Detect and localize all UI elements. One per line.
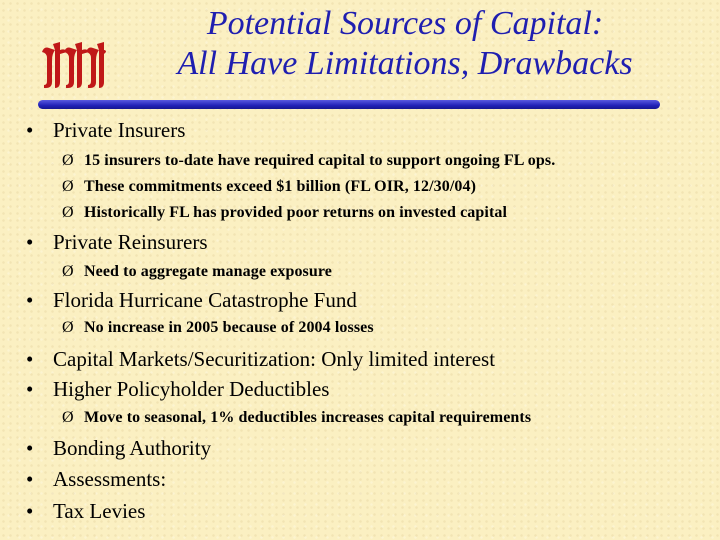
bullet-text: Higher Policyholder Deductibles	[53, 377, 330, 401]
bullet-text: Capital Markets/Securitization: Only limited interest	[53, 347, 496, 371]
bullet-item	[26, 347, 495, 371]
bullet-icon: •	[26, 230, 34, 254]
bullet-icon: •	[26, 347, 34, 371]
bullet-text: Bonding Authority	[53, 436, 212, 460]
bullet-icon: •	[26, 499, 34, 523]
arrow-bullet-icon: Ø	[62, 152, 74, 169]
arrow-bullet-icon: Ø	[62, 263, 74, 280]
sub-bullet-text: 15 insurers to-date have required capital to support ongoing FL ops.	[84, 152, 556, 169]
sub-bullet-item	[62, 408, 531, 428]
sub-bullet-text: Move to seasonal, 1% deductibles increases capital requirements	[84, 409, 532, 426]
sub-bullet-item	[62, 151, 555, 171]
sub-bullet-item	[62, 203, 507, 223]
sub-bullet-item	[62, 262, 332, 282]
bullet-text: Private Insurers	[53, 118, 186, 142]
title-line-1: Potential Sources of Capital:	[206, 5, 604, 42]
bullet-icon: •	[26, 377, 34, 401]
bullet-icon: •	[26, 467, 34, 491]
sub-bullet-text: Historically FL has provided poor returns on invested capital	[84, 204, 508, 221]
bullet-item	[26, 230, 208, 254]
bullet-item	[26, 118, 185, 142]
arrow-bullet-icon: Ø	[62, 178, 74, 195]
sub-bullet-text: Need to aggregate manage exposure	[84, 263, 332, 280]
bullet-item	[26, 436, 211, 460]
bullet-icon: •	[26, 436, 34, 460]
bullet-text: Assessments:	[53, 467, 167, 491]
bullet-text: Private Reinsurers	[53, 230, 208, 254]
sub-bullet-item	[62, 318, 374, 338]
bullet-item	[26, 467, 166, 491]
sub-bullet-text: These commitments exceed $1 billion (FL OIR, 12/30/04)	[84, 178, 477, 195]
bullet-text: Florida Hurricane Catastrophe Fund	[53, 288, 357, 312]
bullet-text: Tax Levies	[53, 499, 146, 523]
arrow-bullet-icon: Ø	[62, 204, 74, 221]
bullet-icon: •	[26, 288, 34, 312]
arrow-bullet-icon: Ø	[62, 409, 74, 426]
sub-bullet-text: No increase in 2005 because of 2004 losses	[84, 319, 374, 336]
arrow-bullet-icon: Ø	[62, 319, 74, 336]
sub-bullet-item	[62, 177, 476, 197]
bullet-item	[26, 499, 145, 523]
bullet-icon: •	[26, 118, 34, 142]
title-line-2: All Have Limitations, Drawbacks	[177, 45, 633, 82]
bullet-item	[26, 288, 357, 312]
bullet-item	[26, 377, 329, 401]
